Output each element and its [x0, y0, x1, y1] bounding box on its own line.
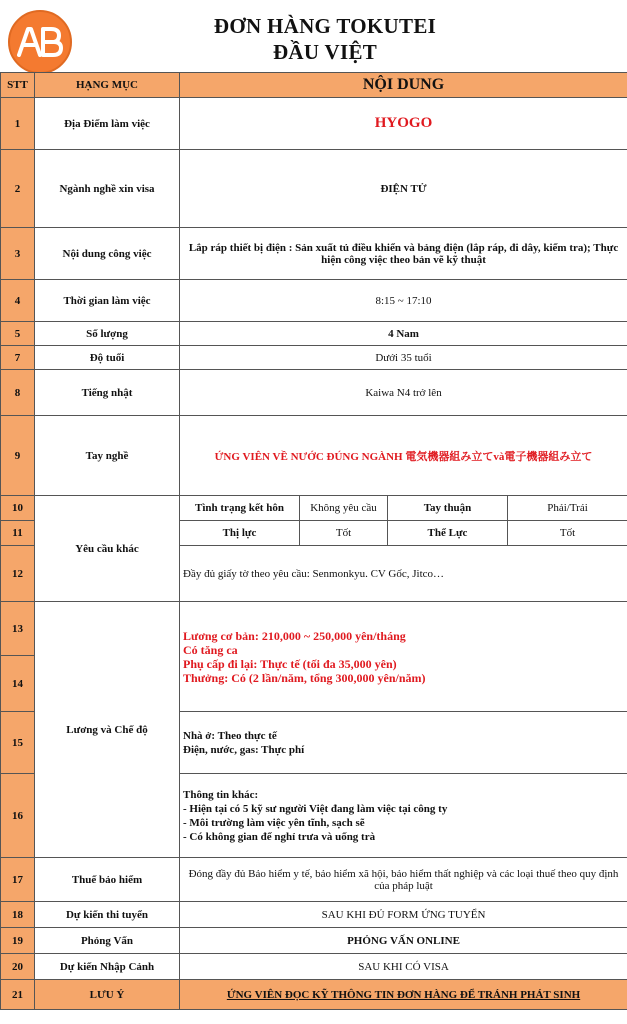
sub-value: Tốt: [508, 521, 627, 546]
housing-line: Nhà ở: Theo thực tế: [183, 729, 277, 742]
table-row: [1, 928, 627, 954]
row-stt: 21: [1, 980, 35, 1010]
row-category: Dự kiến Nhập Cảnh: [35, 954, 180, 980]
page-title: ĐƠN HÀNG TOKUTEI: [213, 14, 437, 38]
table-row: [1, 602, 627, 656]
row-stt: 19: [1, 928, 35, 954]
company-logo: [8, 10, 72, 74]
table-row: [1, 980, 627, 1010]
table-row: [1, 954, 627, 980]
row-value: Dưới 35 tuổi: [180, 346, 627, 370]
table-row: [1, 416, 627, 496]
salary-line: Phụ cấp đi lại: Thực tế (tối đa 35,000 yên): [183, 656, 397, 671]
salary-details: [180, 602, 627, 712]
row-category: Số lượng: [35, 322, 180, 346]
row-value: Đầy đủ giấy tờ theo yêu cầu: Senmonkyu. CV Gốc, Jitco…: [180, 546, 627, 602]
table-row: [1, 228, 627, 280]
row-stt: 18: [1, 902, 35, 928]
row-category: Độ tuổi: [35, 346, 180, 370]
row-category: Tiếng nhật: [35, 370, 180, 416]
table-row: [1, 858, 627, 902]
row-stt: 12: [1, 546, 35, 602]
sub-key: Thị lực: [180, 521, 300, 546]
row-category: LƯU Ý: [35, 980, 180, 1010]
row-value: SAU KHI CÓ VISA: [180, 954, 627, 980]
row-stt: 17: [1, 858, 35, 902]
row-value: HYOGO: [180, 98, 627, 150]
row-value: ỨNG VIÊN VỀ NƯỚC ĐÚNG NGÀNH 電気機器組み立てvà電子機器組み立て: [180, 416, 627, 496]
row-stt: 8: [1, 370, 35, 416]
table-row: [1, 370, 627, 416]
housing-details: [180, 712, 627, 774]
row-stt: 11: [1, 521, 35, 546]
row-stt: 1: [1, 98, 35, 150]
other-info-details: [180, 774, 627, 858]
row-stt: 3: [1, 228, 35, 280]
row-value: ĐIỆN TỬ: [180, 150, 627, 228]
row-category: Phỏng Vấn: [35, 928, 180, 954]
row-category: Dự kiến thi tuyển: [35, 902, 180, 928]
header: [0, 0, 627, 72]
row-stt: 2: [1, 150, 35, 228]
page-subtitle: ĐẦU VIỆT: [272, 40, 378, 64]
other-info-line: - Môi trường làm việc yên tĩnh, sạch sẽ: [183, 816, 365, 829]
sub-value: Phải/Trái: [508, 496, 627, 521]
other-info-line: Thông tin khác:: [183, 788, 259, 801]
sub-key: Thể Lực: [388, 521, 508, 546]
other-info-line: - Hiện tại có 5 kỹ sư người Việt đang làm việc tại công ty: [183, 802, 448, 815]
salary-line: Lương cơ bản: 210,000 ~ 250,000 yên/tháng: [183, 628, 406, 643]
row-category: Yêu cầu khác: [35, 496, 180, 602]
row-value: Kaiwa N4 trở lên: [180, 370, 627, 416]
sub-key: Tình trạng kết hôn: [180, 496, 300, 521]
row-stt: 5: [1, 322, 35, 346]
col-content: NỘI DUNG: [180, 73, 627, 98]
row-value: 4 Nam: [180, 322, 627, 346]
col-category: HẠNG MỤC: [35, 73, 180, 98]
row-category: Tay nghề: [35, 416, 180, 496]
row-category: Nội dung công việc: [35, 228, 180, 280]
sub-value: Không yêu cầu: [300, 496, 388, 521]
row-category: Thuế bảo hiểm: [35, 858, 180, 902]
row-stt: 20: [1, 954, 35, 980]
sub-key: Tay thuận: [388, 496, 508, 521]
row-category: Lương và Chế độ: [35, 602, 180, 858]
row-category: Thời gian làm việc: [35, 280, 180, 322]
table-row: [1, 322, 627, 346]
table-row: [1, 98, 627, 150]
row-value: SAU KHI ĐỦ FORM ỨNG TUYỂN: [180, 902, 627, 928]
row-value: Đóng đầy đủ Bảo hiểm y tế, bảo hiểm xã hội, bảo hiểm thất nghiệp và các loại thuế theo quy định của pháp luật: [180, 858, 627, 902]
table-row: [1, 150, 627, 228]
col-stt: STT: [1, 73, 35, 98]
salary-line: Thưởng: Có (2 lần/năm, tổng 300,000 yên/năm): [183, 670, 426, 685]
row-stt: 16: [1, 774, 35, 858]
row-value: 8:15 ~ 17:10: [180, 280, 627, 322]
row-stt: 4: [1, 280, 35, 322]
row-value: PHỎNG VẤN ONLINE: [180, 928, 627, 954]
row-stt: 7: [1, 346, 35, 370]
row-category: Ngành nghề xin visa: [35, 150, 180, 228]
row-stt: 14: [1, 656, 35, 712]
row-stt: 9: [1, 416, 35, 496]
table-row: [1, 280, 627, 322]
ab-logo-icon: [17, 27, 63, 57]
table-row: [1, 496, 627, 521]
row-stt: 13: [1, 602, 35, 656]
table-row: [1, 346, 627, 370]
row-value: Lắp ráp thiết bị điện : Sản xuất tủ điều khiển và bảng điện (lắp ráp, đi dây, kiểm tra); Thực hiện công việc theo bản vẽ kỹ thuật: [180, 228, 627, 280]
sub-value: Tốt: [300, 521, 388, 546]
row-stt: 10: [1, 496, 35, 521]
table-header: [1, 73, 627, 98]
other-info-line: - Có không gian để nghỉ trưa và uống trà: [183, 830, 376, 843]
row-stt: 15: [1, 712, 35, 774]
salary-line: Có tăng ca: [183, 642, 238, 657]
row-value: ỨNG VIÊN ĐỌC KỸ THÔNG TIN ĐƠN HÀNG ĐỂ TRÁNH PHÁT SINH: [180, 980, 627, 1010]
job-order-table: [0, 72, 627, 1010]
table-row: [1, 902, 627, 928]
row-category: Địa Điểm làm việc: [35, 98, 180, 150]
housing-line: Điện, nước, gas: Thực phí: [183, 743, 305, 756]
